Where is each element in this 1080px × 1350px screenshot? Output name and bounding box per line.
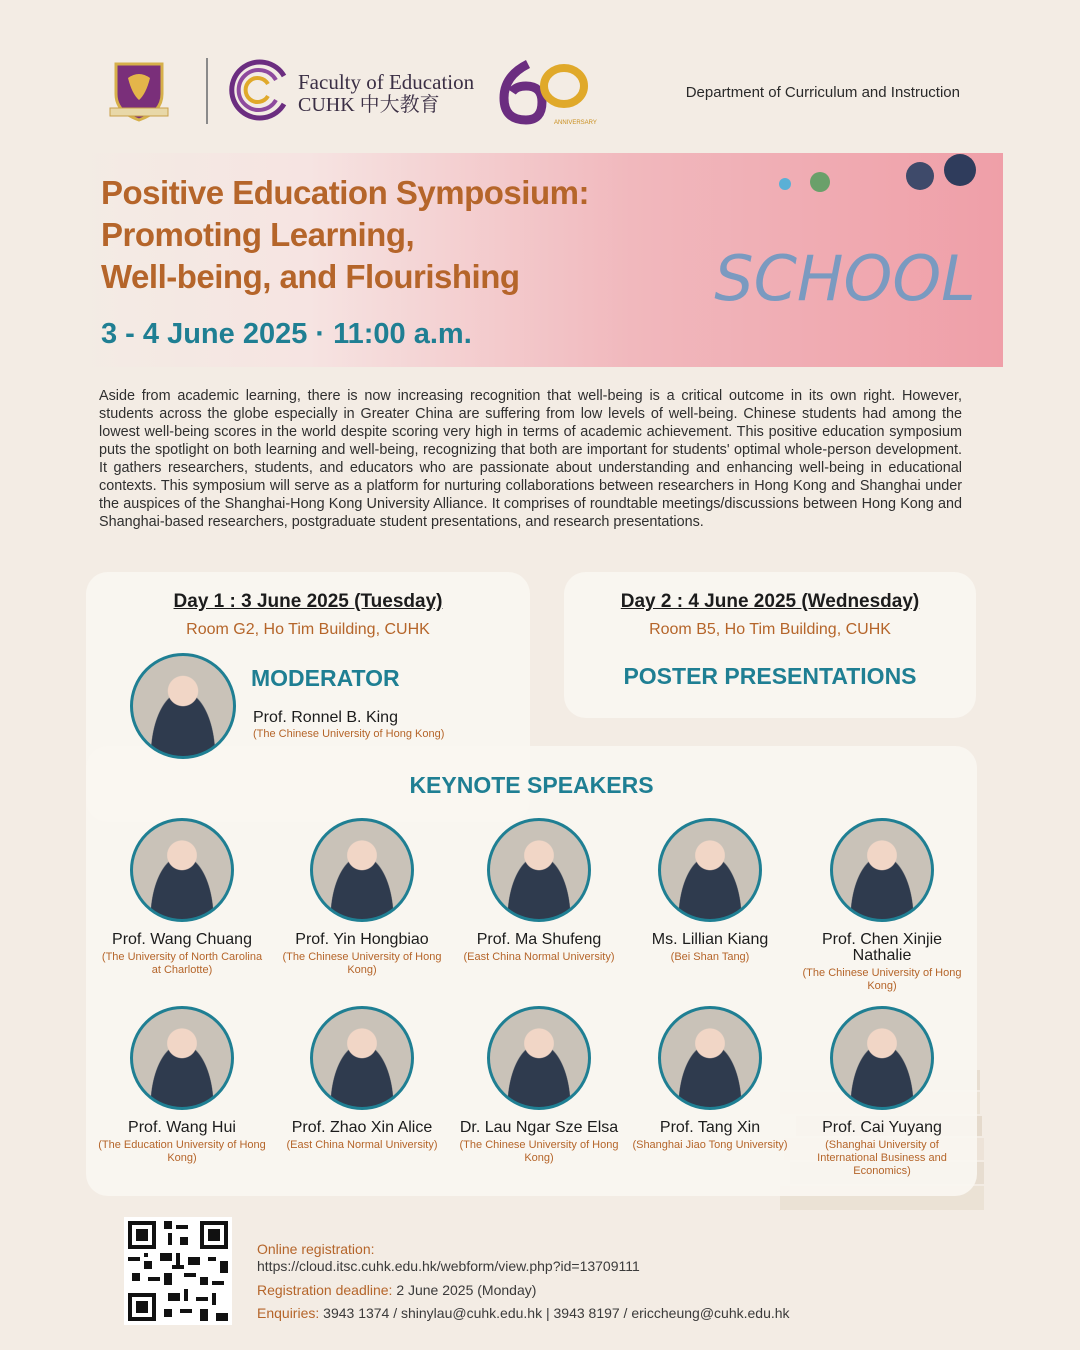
- faculty-name: Faculty of Education: [298, 70, 475, 94]
- speaker-name: Prof. Chen Xinjie Nathalie: [821, 931, 943, 964]
- deadline-label: Registration deadline:: [257, 1282, 393, 1298]
- speaker-name: Prof. Ma Shufeng: [476, 931, 602, 948]
- registration-deadline: [257, 1281, 536, 1299]
- speaker-card: [277, 818, 447, 977]
- day1-title: Day 1 : 3 June 2025 (Tuesday): [173, 591, 443, 612]
- school-clay-word: SCHOOL: [714, 242, 976, 315]
- faculty-subtitle: CUHK 中大教育: [298, 94, 440, 116]
- speaker-card: [454, 1006, 624, 1165]
- registration-label: Online registration:: [257, 1241, 375, 1257]
- speaker-affiliation: (East China Normal University): [286, 1139, 438, 1151]
- speaker-name: Prof. Wang Chuang: [112, 931, 252, 948]
- enquiries-contacts[interactable]: 3943 1374 / shinylau@cuhk.edu.hk | 3943 8197 / ericcheung@cuhk.edu.hk: [323, 1305, 790, 1321]
- speaker-photo: [130, 818, 234, 922]
- speaker-photo: [487, 818, 591, 922]
- speaker-affiliation: (The Chinese University of Hong Kong): [802, 967, 962, 992]
- speaker-photo: [130, 1006, 234, 1110]
- speaker-photo: [830, 1006, 934, 1110]
- moderator-affiliation: (The Chinese University of Hong Kong): [253, 728, 445, 740]
- department-name: Department of Curriculum and Instruction: [685, 84, 960, 101]
- speaker-affiliation: (The Education University of Hong Kong): [98, 1139, 266, 1164]
- speaker-photo: [310, 1006, 414, 1110]
- faculty-logo-icon: [228, 58, 292, 122]
- moderator-heading: MODERATOR: [251, 665, 400, 691]
- title-line-1: Positive Education Symposium:: [101, 174, 589, 211]
- speaker-affiliation: (East China Normal University): [463, 951, 615, 963]
- qr-code-icon[interactable]: [124, 1217, 232, 1325]
- school-clay-art-icon: [690, 160, 1000, 360]
- speaker-photo: [310, 818, 414, 922]
- speaker-affiliation: (Shanghai Jiao Tong University): [632, 1139, 788, 1151]
- speaker-name: Prof. Zhao Xin Alice: [291, 1119, 433, 1136]
- speaker-card: [97, 1006, 267, 1165]
- deadline-value: 2 June 2025 (Monday): [396, 1282, 537, 1298]
- speaker-photo: [658, 1006, 762, 1110]
- speaker-card: [97, 818, 267, 977]
- cuhk-crest-icon: [108, 60, 170, 122]
- intro-paragraph: Aside from academic learning, there is now increasing recognition that well-being is a critical outcome in its own right. However, students across the globe especially in Greater China are suffering from low levels of well-being. Chinese students had among the lowest well-being scores in the world despite scoring very high in terms of academic achievement. This positive education symposium puts the spotlight on both learning and well-being, recognizing that both are important for students' optimal whole-person development. It gathers researchers, students, and educators who are passionate about understanding and enhancing well-being in educational contexts. This symposium will serve as a platform for nurturing collaborations between researchers in Hong Kong and Shanghai under the auspices of the Shanghai-Hong Kong University Alliance. It comprises of roundtable meetings/discussions between Hong Kong and Shanghai-based researchers, postgraduate student presentations, and research presentations.: [99, 388, 962, 530]
- registration-link[interactable]: https://cloud.itsc.cuhk.edu.hk/webform/view.php?id=13709111: [257, 1258, 640, 1274]
- speaker-affiliation: (The Chinese University of Hong Kong): [282, 951, 442, 976]
- speaker-affiliation: (The University of North Carolina at Charlotte): [101, 951, 263, 976]
- day1-room: Room G2, Ho Tim Building, CUHK: [186, 621, 430, 638]
- moderator-photo: [130, 653, 236, 759]
- speaker-name: Ms. Lillian Kiang: [651, 931, 769, 948]
- enquiries: [257, 1304, 790, 1322]
- poster-presentations-heading: POSTER PRESENTATIONS: [623, 663, 917, 689]
- enquiries-label: Enquiries:: [257, 1305, 320, 1321]
- title-line-3: Well-being, and Flourishing: [101, 258, 520, 295]
- anniversary-label: ANNIVERSARY: [554, 120, 597, 126]
- speaker-affiliation: (Bei Shan Tang): [670, 951, 750, 963]
- speaker-card: [625, 1006, 795, 1152]
- event-date-time: 3 - 4 June 2025 · 11:00 a.m.: [101, 318, 472, 350]
- speaker-photo: [487, 1006, 591, 1110]
- event-title: [101, 172, 681, 298]
- speaker-affiliation: (The Chinese University of Hong Kong): [459, 1139, 619, 1164]
- anniversary-60-icon: [498, 56, 597, 128]
- speaker-name: Dr. Lau Ngar Sze Elsa: [459, 1119, 619, 1136]
- speaker-name: Prof. Yin Hongbiao: [295, 931, 429, 948]
- day2-title: Day 2 : 4 June 2025 (Wednesday): [620, 591, 920, 612]
- moderator-name: Prof. Ronnel B. King: [253, 709, 398, 726]
- speaker-name: Prof. Cai Yuyang: [822, 1119, 942, 1136]
- speaker-card: [454, 818, 624, 964]
- day2-room: Room B5, Ho Tim Building, CUHK: [649, 621, 891, 638]
- speaker-card: [625, 818, 795, 964]
- title-line-2: Promoting Learning,: [101, 216, 415, 253]
- speaker-card: [797, 1006, 967, 1178]
- speaker-name: Prof. Wang Hui: [128, 1119, 236, 1136]
- speaker-photo: [830, 818, 934, 922]
- header-divider: [206, 58, 208, 124]
- speaker-photo: [658, 818, 762, 922]
- keynote-speakers-heading: KEYNOTE SPEAKERS: [409, 772, 654, 798]
- speaker-card: [277, 1006, 447, 1152]
- speaker-affiliation: (Shanghai University of International Business and Economics): [817, 1139, 947, 1177]
- speaker-card: [797, 818, 967, 993]
- speaker-name: Prof. Tang Xin: [659, 1119, 761, 1136]
